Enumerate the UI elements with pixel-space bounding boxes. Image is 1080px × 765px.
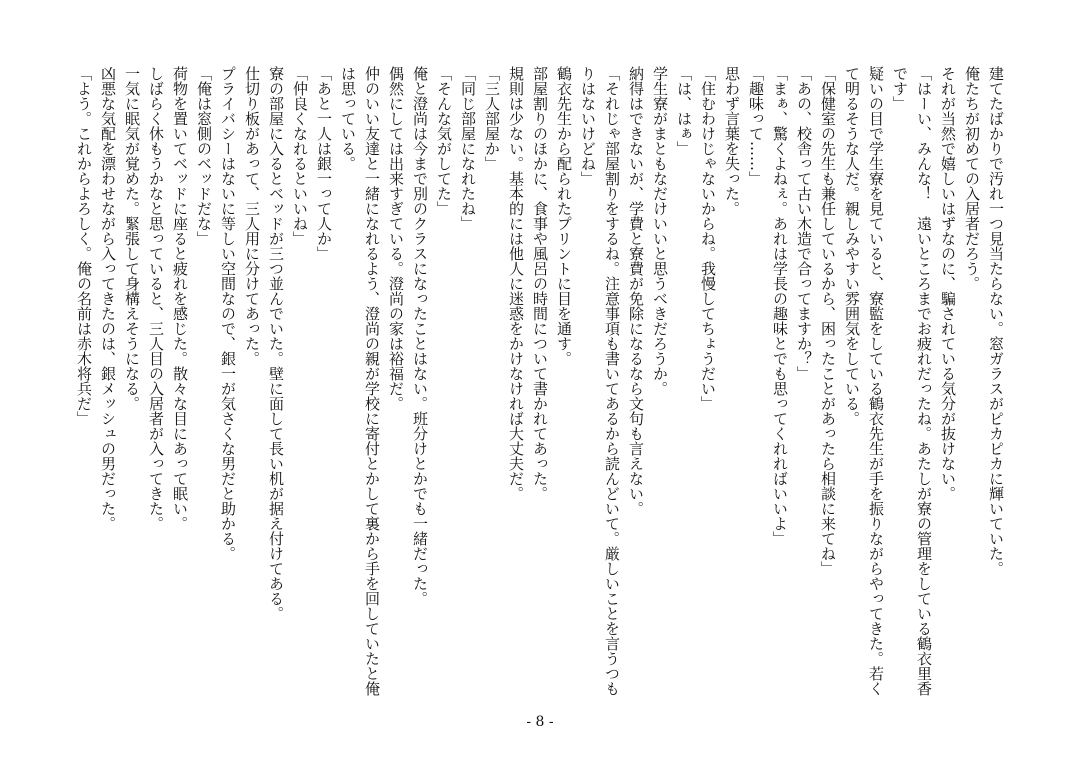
text-line: 「そんな気がしてた」 [435,66,453,216]
text-line: 規則は少ない。基本的には他人に迷惑をかけなければ大丈夫だ。 [507,66,525,501]
text-line: 俺たちが初めての入居者だろう。 [963,66,981,291]
vertical-text-body [60,66,1008,706]
text-line: 荷物を置いてベッドに座ると疲れを感じた。散々な目にあって眠い。 [171,66,189,531]
page-number: - 8 - [526,714,554,730]
text-line: 偶然にしては出来すぎている。澄尚の家は裕福だ。 [387,66,405,411]
text-line: 仲のいい友達と一緒になれるよう、澄尚の親が学校に寄付とかして裏から手を回していたと俺は思っている。 [339,66,381,696]
text-line: 「住むわけじゃないからね。我慢してちょうだい」 [699,66,717,411]
text-line: 「三人部屋か」 [483,66,501,171]
text-line: 俺と澄尚は今まで別のクラスになったことはない。班分けとかでも一緒だった。 [411,66,429,606]
text-line: 凶悪な気配を漂わせながら入ってきたのは、銀メッシュの男だった。 [99,66,117,531]
text-line: 「よう。これからよろしく。俺の名前は赤木将兵だ」 [75,66,93,426]
text-line: 一気に眠気が覚めた。緊張して身構えそうになる。 [123,66,141,411]
text-line: 「は、はぁ」 [675,66,693,156]
text-line: 「俺は窓側のベッドだな」 [195,66,213,246]
text-line: 「あの、校舎って古い木造で合ってますか？」 [795,66,813,381]
text-line: しばらく休もうかなと思っていると、三人目の入居者が入ってきた。 [147,66,165,531]
text-line: 「それじゃ部屋割りをするね。注意事項も書いてあるから読んどいて。厳しいことを言うつもりはないけどね」 [579,66,621,696]
text-line: 疑いの目で学生寮を見ていると、寮監をしている鶴衣先生が手を振りながらやってきた。若くて明るそうな人だ。親しみやすい雰囲気をしている。 [843,66,885,696]
text-line: 「保健室の先生も兼任しているから、困ったことがあったら相談に来てね」 [819,66,837,576]
text-line: 部屋割りのほかに、食事や風呂の時間について書かれてあった。 [531,66,549,501]
text-line: プライバシーはないに等しい空間なので、銀一が気さくな男だと助かる。 [219,66,237,561]
text-line: 「趣味って……」 [747,66,765,186]
text-line: 「まぁ、驚くよねぇ。あれは学長の趣味とでも思ってくれればいいよ」 [771,66,789,546]
text-line: 「あと一人は銀一って人か」 [315,66,333,261]
text-line: 納得はできないが、学費と寮費が免除になるなら文句も言えない。 [627,66,645,516]
text-line: 仕切り板があって、三人用に分けてあった。 [243,66,261,366]
text-line: 「仲良くなれるといいね」 [291,66,309,246]
text-line: 思わず言葉を失った。 [723,66,741,216]
text-line: 建てたばかりで汚れ一つ見当たらない。窓ガラスがピカピカに輝いていた。 [987,66,1005,576]
text-line: 「同じ部屋になれたね」 [459,66,477,231]
text-line: それが当然で嬉しいはずなのに、騙されている気分が抜けない。 [939,66,957,501]
text-line: 学生寮がまともなだけいいと思うべきだろうか。 [651,66,669,396]
text-line: 寮の部屋に入るとベッドが三つ並んでいた。壁に面して長い机が据え付けてある。 [267,66,285,621]
text-line: 「はーい、みんな！ 遠いところまでお疲れだったね。あたしが寮の管理をしている鶴衣里香です」 [891,66,933,696]
text-line: 鶴衣先生から配られたプリントに目を通す。 [555,66,573,366]
